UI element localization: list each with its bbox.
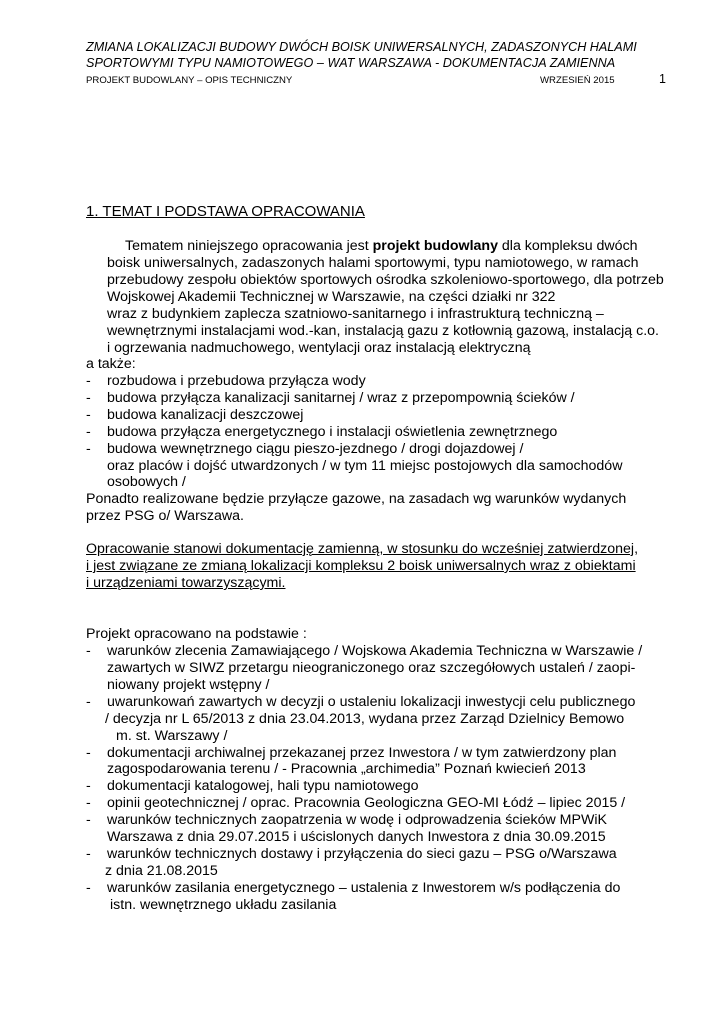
scope-item-5-line-1: budowa wewnętrznego ciągu pieszo-jezdnego / drogi dojazdowej / [107, 441, 524, 457]
section-heading: 1. TEMAT I PODSTAWA OPRACOWANIA [86, 203, 365, 220]
also-label: a także: [86, 356, 136, 372]
list-bullet: - [86, 812, 91, 828]
document-subtitle: PROJEKT BUDOWLANY – OPIS TECHNICZNY [86, 75, 293, 86]
basis-item-7-line-1: warunków technicznych dostawy i przyłączenia do sieci gazu – PSG o/Warszawa [107, 846, 617, 862]
document-date: WRZESIEŃ 2015 [540, 75, 615, 86]
intro-line-1 [125, 238, 638, 255]
list-bullet: - [86, 694, 91, 710]
intro-line-4: Wojskowej Akademii Technicznej w Warszawie, na części działki nr 322 [107, 289, 556, 305]
intro-text: Tematem niniejszego opracowania jest [125, 238, 373, 254]
basis-item-1-line-2: zawartych w SIWZ przetargu nieograniczonego oraz szczegółowych ustaleń / zaopi- [107, 660, 636, 676]
basis-item-4: dokumentacji katalogowej, hali typu namiotowego [107, 778, 419, 794]
list-bullet: - [86, 424, 91, 440]
list-bullet: - [86, 880, 91, 896]
basis-item-6-line-1: warunków technicznych zaopatrzenia w wodę i odprowadzenia ścieków MPWiK [107, 812, 607, 828]
replacement-note-line-3: i urządzeniami towarzyszącymi. [86, 575, 286, 591]
basis-item-7-line-2: z dnia 21.08.2015 [105, 863, 218, 879]
list-bullet: - [86, 745, 91, 761]
basis-intro: Projekt opracowano na podstawie : [86, 626, 307, 642]
scope-item-3: budowa kanalizacji deszczowej [107, 407, 304, 423]
basis-item-5: opinii geotechnicznej / oprac. Pracownia Geologiczna GEO-MI Łódź – lipiec 2015 / [107, 795, 626, 811]
basis-item-1-line-1: warunków zlecenia Zamawiającego / Wojskowa Akademia Techniczna w Warszawie / [107, 643, 643, 659]
basis-item-2-line-3: m. st. Warszawy / [116, 728, 228, 744]
list-bullet: - [86, 778, 91, 794]
basis-item-8-line-2: istn. wewnętrznego układu zasilania [110, 897, 337, 913]
list-bullet: - [86, 373, 91, 389]
basis-item-2-line-2: / decyzja nr L 65/2013 z dnia 23.04.2013, wydana przez Zarząd Dzielnicy Bemowo [105, 711, 625, 727]
title-line-2: SPORTOWYMI TYPU NAMIOTOWEGO – WAT WARSZAWA - DOKUMENTACJA ZAMIENNA [86, 55, 616, 70]
list-bullet: - [86, 846, 91, 862]
scope-item-4: budowa przyłącza energetycznego i instalacji oświetlenia zewnętrznego [107, 424, 558, 440]
intro-text: dla kompleksu dwóch [497, 238, 638, 254]
intro-line-7: i ogrzewania nadmuchowego, wentylacji oraz instalacją elektryczną [107, 340, 531, 356]
scope-item-1: rozbudowa i przebudowa przyłącza wody [107, 373, 366, 389]
list-bullet: - [86, 795, 91, 811]
intro-line-5: wraz z budynkiem zaplecza szatniowo-sanitarnego i infrastrukturą techniczną – [107, 306, 604, 322]
replacement-note-line-1: Opracowanie stanowi dokumentację zamienną, w stosunku do wcześniej zatwierdzonej, [86, 541, 639, 557]
gas-note-line-2: przez PSG o/ Warszawa. [86, 508, 244, 524]
scope-item-2: budowa przyłącza kanalizacji sanitarnej / wraz z przepompownią ścieków / [107, 390, 575, 406]
document-title [86, 40, 646, 71]
list-bullet: - [86, 441, 91, 457]
basis-item-3-line-2: zagospodarowania terenu / - Pracownia „archimedia” Poznań kwiecień 2013 [107, 761, 586, 777]
basis-item-3-line-1: dokumentacji archiwalnej przekazanej przez Inwestora / w tym zatwierdzony plan [107, 745, 617, 761]
scope-item-5-line-3: osobowych / [107, 474, 186, 490]
title-line-1: ZMIANA LOKALIZACJI BUDOWY DWÓCH BOISK UNIWERSALNYCH, ZADASZONYCH HALAMI [86, 40, 637, 54]
replacement-note-line-2: i jest związane ze zmianą lokalizacji kompleksu 2 boisk uniwersalnych wraz z obiektami [86, 558, 636, 574]
page-number: 1 [659, 72, 666, 86]
gas-note-line-1: Ponadto realizowane będzie przyłącze gazowe, na zasadach wg warunków wydanych [86, 491, 627, 507]
intro-bold-text: projekt budowlany [372, 238, 498, 254]
intro-line-6: wewnętrznymi instalacjami wod.-kan, instalacją gazu z kotłownią gazową, instalacją c.o. [107, 323, 659, 339]
basis-item-2-line-1: uwarunkowań zawartych w decyzji o ustaleniu lokalizacji inwestycji celu publicznego [107, 694, 636, 710]
list-bullet: - [86, 407, 91, 423]
scope-item-5-line-2: oraz placów i dojść utwardzonych / w tym 11 miejsc postojowych dla samochodów [107, 458, 623, 474]
list-bullet: - [86, 390, 91, 406]
basis-item-8-line-1: warunków zasilania energetycznego – ustalenia z Inwestorem w/s podłączenia do [107, 880, 621, 896]
basis-item-6-line-2: Warszawa z dnia 29.07.2015 i uścislonych danych Inwestora z dnia 30.09.2015 [107, 829, 606, 845]
basis-item-1-line-3: niowany projekt wstępny / [107, 677, 270, 693]
intro-line-3: przebudowy zespołu obiektów sportowych ośrodka szkoleniowo-sportowego, dla potrzeb [107, 272, 664, 288]
intro-line-2: boisk uniwersalnych, zadaszonych halami sportowymi, typu namiotowego, w ramach [107, 255, 639, 271]
list-bullet: - [86, 643, 91, 659]
